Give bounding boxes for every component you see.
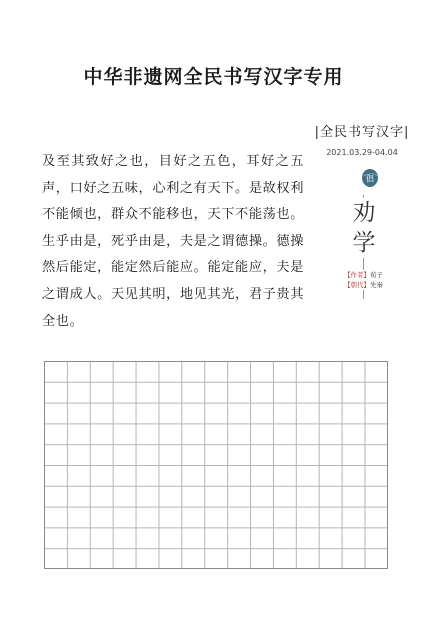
seal-emblem-icon bbox=[359, 167, 381, 189]
page-title: 中华非遗网全民书写汉字专用 bbox=[83, 66, 344, 88]
work-title-char: 学 bbox=[352, 230, 376, 256]
author-name: 荀子 bbox=[370, 271, 383, 279]
date-range: 2021.03.29-04.04 bbox=[326, 148, 398, 157]
dynasty-line bbox=[344, 280, 394, 290]
emblem-glyph: 倡 bbox=[366, 174, 374, 184]
side-panel bbox=[306, 121, 418, 184]
passage-text: 及至其致好之也，目好之五色，耳好之五声，口好之五味，心利之有天下。是故权利不能倾也，群众不能移也，天下不能荡也。生乎由是，死乎由是，夫是之谓德操。德操然后能定，能定然后能应。能定能应，夫是之谓成人。天见其明，地见其光，君子贵其全也。 bbox=[42, 154, 304, 329]
author-line bbox=[344, 270, 394, 280]
campaign-label: |全民书写汉字| bbox=[314, 125, 410, 140]
work-meta bbox=[344, 270, 394, 290]
work-title-char: 劝 bbox=[352, 200, 376, 226]
dynasty-tag: 【朝代】 bbox=[344, 281, 370, 289]
dynasty-name: 先秦 bbox=[370, 281, 383, 289]
practice-grid[interactable] bbox=[44, 361, 388, 569]
author-tag: 【作者】 bbox=[344, 271, 370, 279]
work-title bbox=[344, 198, 384, 258]
